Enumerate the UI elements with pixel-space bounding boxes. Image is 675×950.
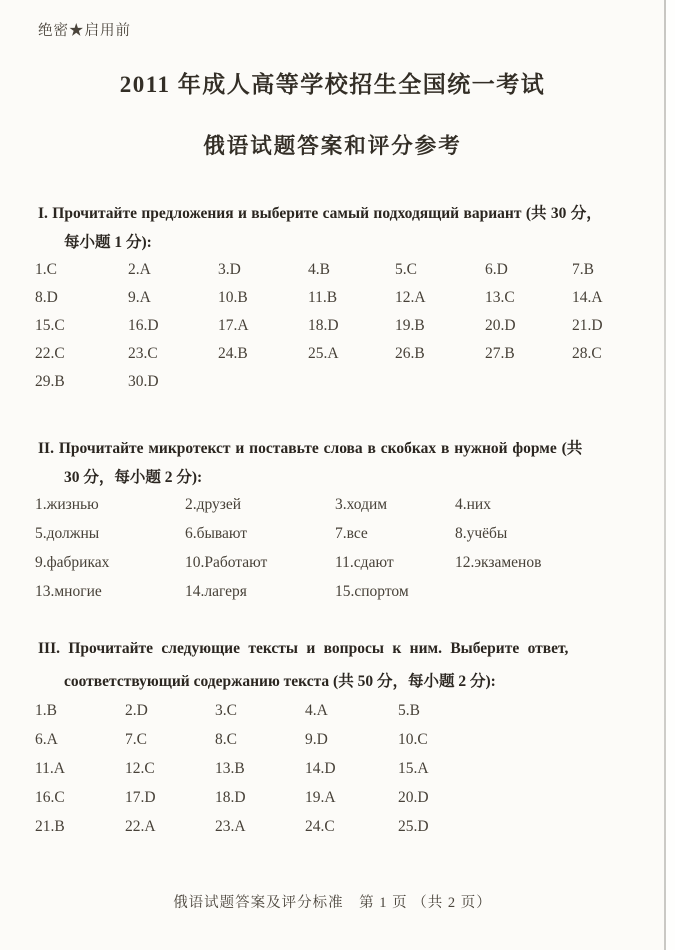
answer-item: 4.B (308, 261, 330, 278)
answer-item: 14.A (572, 289, 603, 306)
section-3-answer-grid (35, 703, 478, 848)
answer-item: 9.A (128, 289, 151, 306)
answer-item: 18.D (215, 789, 246, 806)
answer-item: 2.друзей (185, 496, 242, 513)
scan-edge-strip (666, 0, 675, 950)
answer-item: 8.учёбы (455, 525, 508, 542)
answer-item: 1.B (35, 702, 57, 719)
section-1-heading-line2: 每小题 1 分): (64, 234, 152, 251)
answer-item: 8.D (35, 289, 58, 306)
answer-item: 9.D (305, 731, 328, 748)
answer-item: 16.C (35, 789, 65, 806)
answer-item: 11.B (308, 289, 338, 306)
answer-item: 19.B (395, 317, 425, 334)
answer-item: 5.B (398, 702, 420, 719)
answer-item: 3.D (218, 261, 241, 278)
answer-item: 27.B (485, 345, 515, 362)
answer-item: 29.B (35, 373, 65, 390)
answer-item: 28.C (572, 345, 602, 362)
answer-item: 10.B (218, 289, 248, 306)
answer-item: 10.C (398, 731, 428, 748)
answer-item: 15.A (398, 760, 429, 777)
document-subtitle: 俄语试题答案和评分参考 (203, 134, 462, 158)
answer-item: 21.D (572, 317, 603, 334)
answer-item: 7.B (572, 261, 594, 278)
section-3-heading-line2: соответствующий содержанию текста (共 50 分，每小题 2 分): (64, 673, 496, 690)
answer-item: 9.фабриках (35, 554, 110, 571)
answer-item: 15.C (35, 317, 65, 334)
answer-item: 15.спортом (335, 583, 409, 600)
answer-item: 12.экзаменов (455, 554, 542, 571)
answer-item: 2.A (128, 261, 151, 278)
section-2-answer-grid (35, 497, 625, 613)
answer-item: 14.лагеря (185, 583, 247, 600)
answer-item: 6.D (485, 261, 508, 278)
answer-item: 10.Работают (185, 554, 268, 571)
section-1-heading-line1: I. Прочитайте предложения и выберите самый подходящий вариант (共 30 分， (38, 205, 602, 222)
answer-item: 20.D (485, 317, 516, 334)
answer-item: 5.C (395, 261, 417, 278)
answer-item: 4.A (305, 702, 328, 719)
page-footer: 俄语试题答案及评分标准 第 1 页 （共 2 页） (173, 895, 492, 911)
answer-item: 12.A (395, 289, 426, 306)
section-3-heading-line1: III. Прочитайте следующие тексты и вопросы к ним. Выберите ответ, (38, 640, 569, 657)
answer-item: 30.D (128, 373, 159, 390)
answer-item: 2.D (125, 702, 148, 719)
answer-item: 24.C (305, 818, 335, 835)
answer-item: 20.D (398, 789, 429, 806)
answer-item: 17.D (125, 789, 156, 806)
security-classification: 绝密★启用前 (38, 23, 131, 39)
answer-item: 3.ходим (335, 496, 388, 513)
answer-item: 3.C (215, 702, 237, 719)
answer-item: 13.многие (35, 583, 102, 600)
answer-item: 4.них (455, 496, 491, 513)
answer-item: 23.A (215, 818, 246, 835)
answer-item: 25.A (308, 345, 339, 362)
answer-item: 12.C (125, 760, 155, 777)
answer-item: 8.C (215, 731, 237, 748)
answer-item: 22.C (35, 345, 65, 362)
section-2-heading-line2: 30 分，每小题 2 分): (64, 469, 203, 486)
answer-item: 11.сдают (335, 554, 394, 571)
answer-item: 22.A (125, 818, 156, 835)
answer-item: 18.D (308, 317, 339, 334)
answer-item: 1.C (35, 261, 57, 278)
answer-item: 7.C (125, 731, 147, 748)
answer-item: 6.A (35, 731, 58, 748)
answer-item: 13.B (215, 760, 245, 777)
answer-item: 24.B (218, 345, 248, 362)
answer-item: 11.A (35, 760, 65, 777)
answer-item: 19.A (305, 789, 336, 806)
answer-item: 25.D (398, 818, 429, 835)
answer-item: 16.D (128, 317, 159, 334)
answer-item: 6.бывают (185, 525, 248, 542)
answer-item: 14.D (305, 760, 336, 777)
answer-item: 5.должны (35, 525, 100, 542)
answer-item: 13.C (485, 289, 515, 306)
section-2-heading-line1: II. Прочитайте микротекст и поставьте слова в скобках в нужной форме (共 (38, 440, 583, 457)
answer-item: 1.жизнью (35, 496, 99, 513)
answer-item: 23.C (128, 345, 158, 362)
answer-item: 17.A (218, 317, 249, 334)
answer-item: 21.B (35, 818, 65, 835)
section-1-answer-grid (35, 262, 632, 402)
answer-item: 7.все (335, 525, 368, 542)
document-title: 2011 年成人高等学校招生全国统一考试 (119, 72, 546, 97)
answer-item: 26.B (395, 345, 425, 362)
